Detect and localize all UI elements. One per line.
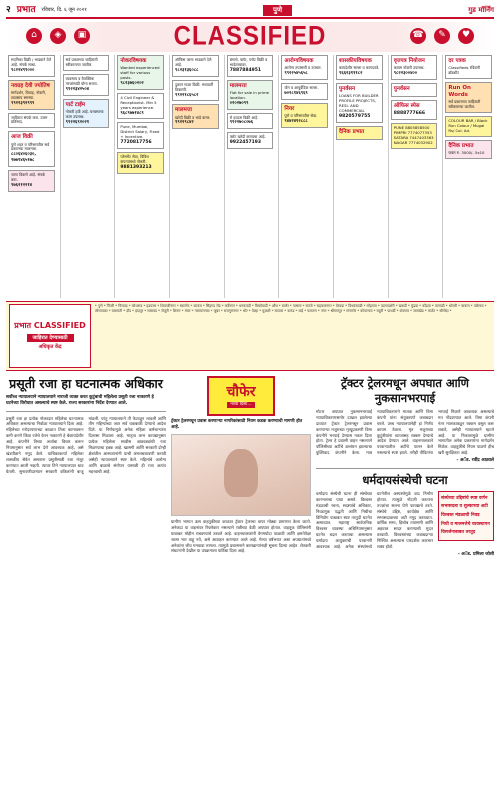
- article-chaufer: [171, 376, 311, 796]
- ad-phone: ९९२२९८४२: [175, 120, 194, 126]
- badge-subtitle: नव्या दिशा...: [227, 402, 254, 408]
- classified-centres-strip: [6, 301, 494, 371]
- trust-headline: धर्मदायसंस्थेची घटना: [362, 472, 448, 487]
- article-photo: [171, 434, 311, 516]
- ad-title: आरोग्यविषयक: [284, 58, 314, 64]
- ad-title: शासकीयविषयक: [339, 58, 372, 64]
- classified-ad: [336, 55, 383, 80]
- ad-phone: ९९२२७०८०७६: [229, 120, 254, 126]
- ad-phone: ९८२३१३६०८८: [175, 67, 199, 73]
- ad-title: मालमत्ता: [175, 107, 192, 114]
- classified-ad: [117, 55, 164, 90]
- ad-text: कायम नोकरी उपलब्ध.: [393, 65, 425, 71]
- tractor-body: मोटार अपघात नुकसानभरपाई न्यायाधिकरणासमोर दाखल झालेल्या दाव्यात ट्रॅक्टर ट्रेलरमधून प्रवास करणाऱ्या मजुराच्या मृत्यूप्रकरणी विमा कंपनीने भरपाई देण्यास नकार दिला होता. ट्रेलर हे प्रवासी वाहन नसल्याने पॉलिसीच्या अटींचे उल्लंघन झाल्याचा युक्तिवाद कंपनीने केला. मात्र न्यायाधिकरणाने मालक आणि विमा कंपनी यांना संयुक्तपणे जबाबदार धरले. उच्च न्यायालयानेही हा निर्णय कायम ठेवला. मृत मजुराच्या कुटुंबीयांना व्याजासह रक्कम देण्याचे आदेश देण्यात आले. वाहनमालकाने परवान्यातील अटींचे पालन केले नसल्याचे स्पष्ट झाले. तरीही पीडितांना भरपाई मिळणे आवश्यक असल्याचे मत नोंदवण्यात आले. विमा कंपनी नंतर मालकाकडून रक्कम वसूल करू शकते, असेही न्यायालयाने म्हटले आहे. या निकालामुळे ग्रामीण भागातील अनेक प्रकरणांना मार्गदर्शन मिळेल. वाहतुकीचे नियम पाळणे हीच खरी सुरक्षितता आहे.: [316, 408, 494, 456]
- classified-ad: [117, 152, 164, 174]
- classified-ad: [227, 55, 274, 77]
- ad-text: जाहिरात संपर्क करा. उत्तम प्रतिसाद.: [11, 114, 48, 125]
- ad-text: Flat for sale in prime location.: [229, 89, 270, 100]
- trust-byline: - अॅड. प्रमिला जोशी: [457, 552, 494, 558]
- ad-text: दुकान गाळा विक्री. मध्यवर्ती ठिकाणी.: [175, 81, 214, 92]
- ad-phone: 7887884951: [229, 67, 261, 73]
- ad-text: कायदेशीर सल्ला व कागदपत्रे.: [339, 65, 380, 71]
- classified-ad: [172, 104, 219, 129]
- article-lead: सर्वोच्च न्यायालयाने न्यायालयाने नाराजी व्यक्त करत कुटुंबाची महिलेला प्रसूती रजा नाकारणे हे घटनेच्या विरोधात असल्याचे स्पष्ट केले. राज्य सरकारांना निर्देश देण्यात आले.: [6, 394, 154, 406]
- ad-phone: ९९२२३९२९९९: [11, 100, 35, 106]
- ad-text: सर्व प्रकारच्या जाहिराती स्वीकारल्या जातील.: [448, 99, 481, 110]
- trust-point: निधी व मालमत्तेचे व्यवस्थापन: [441, 521, 490, 527]
- ad-title: दर पत्रक: [448, 58, 466, 64]
- chaufer-badge: [207, 376, 275, 416]
- classified-ad: [227, 132, 274, 149]
- ad-text: नोकरी हवी आहे. घरबसल्या काम उपलब्ध.: [65, 108, 104, 119]
- classified-ad: [336, 126, 383, 140]
- classified-column: [388, 55, 440, 298]
- ad-phone: ९६६२३१११८२: [339, 71, 363, 77]
- graduation-icon: ✎: [434, 28, 450, 44]
- badge-title: चौफेर: [226, 383, 256, 400]
- ad-text: बंगलो, फ्लॅट, प्लॉट विक्री व भाडेतत्त्वावर.: [229, 57, 268, 67]
- ad-phone: ९९२२५४५६५८: [284, 71, 308, 77]
- ad-title: नोकरविषयक: [120, 58, 147, 64]
- ad-title: मालमत्ता: [229, 82, 247, 89]
- briefcase-icon: ▣: [74, 28, 90, 44]
- ad-text: आरोग्य तपासणी व उपचार.: [284, 65, 322, 71]
- article-headline: प्रसूती रजा हा घटनात्मक अधिकार: [9, 376, 163, 391]
- chaufer-lead: ट्रॅक्टर ट्रेलरमधून प्रवास करणाऱ्या नागरिकांसाठी नियम कडक करण्याची मागणी होत आहे.: [171, 419, 303, 430]
- ad-title: आज विक्री: [11, 134, 33, 141]
- ad-text: COLOUR BAR / Black Run Colour / Mugal Rs/ Col. Ad.: [448, 118, 488, 133]
- ad-text: Classifieds रविवारी ब्रॉडशीट: [448, 65, 481, 76]
- ad-text: LOANS FOR BUILDER PROFILE PROJECTS, RESI- AND COMMERCIAL: [339, 93, 379, 113]
- ad-phone: ९८२२४९९०००: [11, 67, 35, 73]
- ad-text: जागा विकणे आहे. संपर्क करा.: [11, 172, 46, 182]
- classified-ad: [117, 93, 164, 120]
- trust-points: [438, 491, 494, 541]
- legal-articles: [316, 376, 494, 796]
- ad-text: Pune, Mumbai, District Salary, Fixed + Incentive.: [120, 124, 160, 140]
- classified-ad: [227, 113, 274, 130]
- classified-ad: [63, 74, 110, 96]
- classified-ad: [8, 170, 55, 192]
- ad-text: योग व आयुर्वेदिक सल्ला.: [284, 84, 319, 90]
- classified-title: CLASSIFIED: [173, 21, 327, 52]
- ad-text: फक्त रु. 3000/- 5x10: [448, 150, 485, 156]
- centres-title: प्रभात CLASSIFIED: [14, 320, 86, 330]
- ad-text: रो हाऊस विक्री आहे.: [229, 114, 259, 120]
- classified-ad: [8, 131, 55, 167]
- divider: [6, 411, 166, 412]
- ad-title: पार्ट टाईम: [65, 101, 86, 108]
- ad-phone: ९७६२१२२१४: [11, 182, 33, 188]
- classified-column: [169, 55, 221, 298]
- classified-ad: [391, 55, 438, 80]
- ad-title: ऑफिस स्पेस: [393, 103, 420, 110]
- heart-icon: ♥: [458, 28, 474, 44]
- classified-ad: [445, 55, 492, 79]
- classified-column: [60, 55, 112, 298]
- ad-text: सर्व प्रकारच्या जाहिराती स्वीकारल्या जातील.: [65, 57, 98, 67]
- ad-phone: ९८२३७६०२०२: [120, 80, 144, 86]
- trust-point: सभासदत्व व शुल्काच्या अटी: [441, 504, 488, 510]
- classified-ad: [63, 99, 110, 129]
- ad-phone: ९९२२३४२५०४: [65, 86, 90, 92]
- classified-ad: [391, 100, 438, 120]
- classified-banner: [6, 22, 494, 52]
- classified-column: [224, 55, 276, 298]
- classified-ad: [281, 103, 328, 128]
- classified-ad: [336, 83, 383, 123]
- ad-text: खरेदी विक्री व भाडे करार.: [175, 114, 211, 120]
- ad-phone: ९४४२४१२८८८: [284, 118, 308, 124]
- issue-date: रविवार, दि. ६ जून २०२१: [41, 7, 87, 14]
- article-body: प्रसूती रजा हा प्रत्येक नोकरदार महिलेचा घटनात्मक अधिकार असल्याचा निर्वाळा न्यायालयाने दिला आहे. महिलेच्या गरोदरपणाच्या काळात तिला कामावरून कमी करणे किंवा रजेचे वेतन नाकारणे हे बेकायदेशीर आहे. कंपनीने तिच्या अर्जाचा विचार करून नियमानुसार सर्व लाभ देणे आवश्यक आहे, असे खंडपीठाने नमूद केले. याचिकाकर्त्या महिलेला शासकीय सेवेत असताना प्रसूतीसाठी रजा मंजूर करण्यात आली नव्हती. त्यावर तिने न्यायालयात धाव घेतली. सुनावणीदरम्यान सरकारी वकिलांनी बाजू मांडली. परंतु न्यायालयाने ती फेटाळून लावली आणि तीन महिन्यांच्या आत सर्व थकबाकी देण्याचे आदेश दिले. या निर्णयामुळे अनेक महिला कर्मचाऱ्यांना दिलासा मिळाला आहे. मातृत्व लाभ कायद्यानुसार प्रत्येक महिलेला सव्वीस आठवड्यांची रजा मिळण्याचा हक्क आहे. खासगी आणि सरकारी दोन्ही क्षेत्रांतील आस्थापनांनी याची अंमलबजावणी करावी असेही न्यायालयाने स्पष्ट केले. महिलांचे आरोग्य आणि बाळाचे संगोपन यासाठी ही रजा अत्यंत महत्त्वाची आहे.: [6, 415, 166, 474]
- ad-phone: ९९२२६९२०२१: [65, 119, 90, 125]
- classified-ad: [391, 83, 438, 97]
- chaufer-body: ग्रामीण भागात ऊस वाहतुकीच्या काळात ट्रॅक्टर ट्रेलरचा वापर मोठ्या प्रमाणात केला जातो. अनेकदा या वाहनांवर रिफ्लेक्टर नसल्याने रात्रीच्या वेळी अपघात होतात. वाहतूक पोलिसांनी याबाबत मोहीम राबवण्याचे ठरवले आहे. वाहनचालकांनी वेगमर्यादा पाळावी आणि क्षमतेपेक्षा जास्त भार वाहू नये, असे आवाहन करण्यात आले आहे. गेल्या वर्षभरात अशा अपघातांमध्ये अनेकांना जीव गमवावा लागला. त्यामुळे प्रशासनाने कारखान्यांनाही सूचना दिल्या आहेत. शेतकरी संघटनांनी देखील या उपक्रमाला पाठिंबा दिला आहे.: [171, 518, 311, 554]
- ad-title: Run On Words: [448, 84, 471, 99]
- ad-text: पुणे शहर व परिसरातील सर्व प्रकारच्या मालमत्ता.: [11, 141, 50, 152]
- centres-label: अधिकृत केंद्र: [38, 344, 62, 351]
- classified-ad: [445, 82, 492, 113]
- ad-title: दैनिक प्रभात: [339, 128, 365, 135]
- classified-column: [114, 55, 166, 298]
- ad-text: प्लेसमेंट सेवा, विविध कंपन्यांमध्ये नोकरी.: [120, 153, 149, 164]
- ad-phone: ८८०६४०६०३०, ९७७१४६५१७८: [11, 152, 37, 164]
- trust-body: [316, 491, 494, 550]
- classified-column: [442, 55, 494, 298]
- ad-phone: ९९२२१८६५८२: [175, 92, 199, 98]
- ad-text: व्यवसाय व वैयक्तिक गरजांसाठी योग्य सल्ला.: [65, 75, 98, 86]
- trust-point: संस्थेच्या उद्दिष्टांचे स्पष्ट वर्णन: [441, 495, 488, 501]
- classified-ad: [8, 80, 55, 110]
- classified-ad: [172, 55, 219, 77]
- article-maternity-leave: [6, 376, 166, 796]
- ad-phone: 9881393213: [120, 164, 152, 170]
- classified-ad: [172, 80, 219, 102]
- ad-phone: 7720817756: [120, 140, 152, 146]
- tractor-byline: - अॅड. रवींद्र आठवले: [456, 458, 494, 464]
- divider: [316, 468, 494, 469]
- classified-ad: [63, 55, 110, 71]
- trust-point: विश्वस्त मंडळाची निवड: [441, 513, 480, 519]
- ad-title: नियर: [284, 105, 295, 112]
- ad-text: मार्गदर्शन, विवाह, नोकरी, व्यवसाय समस्या.: [11, 89, 46, 100]
- car-icon: ◈: [50, 28, 66, 44]
- ad-phone: 8888777666: [393, 111, 426, 117]
- classified-ad: [281, 83, 328, 100]
- brand-logo: प्रभात: [16, 4, 36, 15]
- ad-phone: ९८२२३००४००: [393, 71, 418, 77]
- header-left: [6, 5, 87, 16]
- ad-text: ऑफिस जागा भाड्याने देणे आहे.: [175, 57, 212, 67]
- ad-phone: 9922457193: [229, 140, 261, 146]
- ad-title: दैनिक प्रभात: [448, 142, 474, 149]
- trust-body-text: धर्मादाय संस्थेची घटना ही संस्थेच्या कारभाराचा पाया असते. विश्वस्त मंडळाची रचना, सदस्यांचे अधिकार, निवडणूक पद्धती आणि निधीचा विनियोग याबाबत स्पष्ट तरतुदी घटनेत असाव्यात. महाराष्ट्र सार्वजनिक विश्वस्त व्यवस्था अधिनियमानुसार घटनेत बदल करायचा असल्यास धर्मादाय आयुक्तांची परवानगी आवश्यक आहे. अनेक संस्थांमध्ये घटनेतील अस्पष्टतेमुळे वाद निर्माण होतात. त्यामुळे नोंदणी करताना तज्ज्ञांचा सल्ला घेणे फायद्याचे ठरते. संस्थेचे उद्दिष्ट, कार्यक्षेत्र आणि सभासदत्वाच्या अटी नमूद कराव्यात. वार्षिक सभा, हिशोब तपासणी आणि अहवाल सादर करण्याची मुदत ठरवावी. विश्वस्तांच्या जबाबदाऱ्या निश्चित असल्यास पारदर्शक कारभार शक्य होतो.: [316, 490, 433, 550]
- classified-ad: [445, 140, 492, 159]
- phone-icon: ☎: [410, 28, 426, 44]
- home-icon: ⌂: [26, 28, 42, 44]
- ad-phone: 9820579755: [339, 113, 371, 119]
- centres-list: * पुणे * पिंपरी * चिंचवड * कोथरूड * हडपसर * शिवाजीनगर * स्वारगेट * कात्रज * सिंहगड रोड * कर्वेनगर * धनकवडी * बिबवेवाडी * औंध * बाणेर * पाषाण * वारजे * सहकारनगर * येरवडा * विश्रांतवाडी * लोहगाव * वडगावशेरी * खराडी * मुंढवा * कोंढवा * वानवडी * भोसरी * चाकण * तळेगाव * लोणावळा * बारामती * दौंड * इंदापूर * सासवड * जेजुरी * शिरूर * मंचर * नारायणगाव * जुन्नर * राजगुरुनगर * भोर * वेल्हा * मुळशी * सातारा * कराड * वाई * फलटण * नगर * श्रीरामपूर * संगमनेर * कोपरगाव * राहुरी * पाथर्डी * शेवगाव * जामखेड * कर्जत * श्रीगोंदा *: [95, 304, 487, 313]
- ad-title: वृत्तपत्र नियोजन: [393, 58, 425, 64]
- ad-text: पुणे व परिसरातील सेवा.: [284, 112, 318, 118]
- classified-ad: [281, 55, 328, 80]
- ad-text: Wanted experienced staff for various posts.: [120, 65, 160, 80]
- centres-subtitle: जाहिरात देण्यासाठी: [27, 334, 74, 343]
- classified-column: [333, 55, 385, 298]
- classified-ad: [117, 122, 164, 149]
- ad-title: पुनर्वसन: [393, 85, 410, 92]
- page-header: [6, 4, 494, 19]
- ad-text: फ्लॅट खरेदी करायचा आहे.: [229, 134, 266, 140]
- classified-column: [6, 55, 57, 298]
- trust-point: विसर्जनाबाबत तरतूद: [441, 530, 476, 536]
- edition-name: गुड मॉर्निंग: [468, 6, 494, 15]
- ad-text: PUNE 8805858500 PIMPRI 7774077353 SATARA 7447403363 NAGAR 7774032902: [393, 125, 434, 145]
- classified-column: [278, 55, 330, 298]
- ad-title: नवग्रह देवी ज्योतिष: [11, 82, 50, 89]
- classified-ad: [445, 116, 492, 137]
- classified-ad: [8, 55, 55, 77]
- classified-grid: [6, 55, 494, 298]
- ad-phone: ०२०२७०९९: [229, 100, 249, 106]
- classified-ad: [8, 113, 55, 129]
- tractor-headline: ट्रॅक्टर ट्रेलरमधून अपघात आणि नुकसानभरपाई: [341, 376, 469, 405]
- classified-centres-box: [9, 304, 91, 368]
- ad-text: 4 Civil Engineer & Receptionist. Min 5 years experience.: [120, 94, 157, 110]
- classified-ad: [227, 80, 274, 110]
- classified-ad: [391, 123, 438, 149]
- ad-phone: ९६८९७७१४८९: [120, 110, 144, 116]
- news-section: [6, 376, 494, 796]
- ad-text: सदनिका विक्री / भाड्याने देणे आहे. संपर्क साधा.: [11, 57, 52, 67]
- ad-phone: ७०२८१४६९६९: [284, 90, 308, 96]
- section-name: पुणे: [263, 5, 292, 16]
- ad-title: पुनर्वसन: [339, 85, 356, 92]
- page-number: २: [6, 4, 11, 15]
